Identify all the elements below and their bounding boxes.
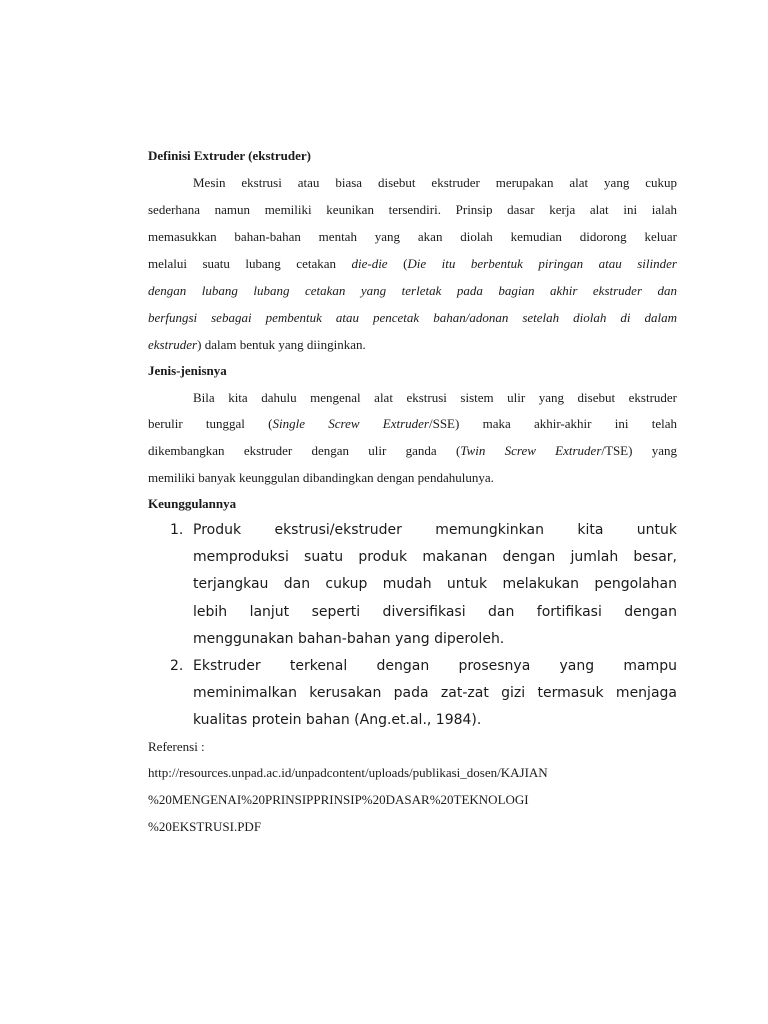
heading-jenis: Jenis-jenisnya: [148, 363, 227, 378]
referensi-url-line-1: http://resources.unpad.ac.id/unpadcontent/uploads/publikasi_dosen/KAJIAN: [148, 765, 548, 780]
referensi-url-line-2: %20MENGENAI%20PRINSIPPRINSIP%20DASAR%20TEKNOLOGI: [148, 792, 529, 807]
list-item-number: 2.: [170, 658, 184, 674]
para1-line-1: Mesin ekstrusi atau biasa disebut ekstruder merupakan alat yang cukup: [193, 175, 677, 190]
para2-line-3: dikembangkan ekstruder dengan ulir ganda (Twin Screw Extruder/TSE) yang: [148, 443, 677, 458]
list-item-2-line-2: meminimalkan kerusakan pada zat-zat gizi termasuk menjaga: [193, 685, 677, 701]
para2-line-4: memiliki banyak keunggulan dibandingkan dengan pendahulunya.: [148, 470, 494, 485]
list-item-1-line-5: menggunakan bahan-bahan yang diperoleh.: [193, 631, 505, 647]
referensi-label: Referensi :: [148, 739, 205, 754]
para1-line-2: sederhana namun memiliki keunikan tersendiri. Prinsip dasar kerja alat ini ialah: [148, 202, 677, 217]
para2-line-2: berulir tunggal (Single Screw Extruder/SSE) maka akhir-akhir ini telah: [148, 416, 677, 431]
referensi-url-line-3: %20EKSTRUSI.PDF: [148, 819, 262, 834]
list-item-2-line-3: kualitas protein bahan (Ang.et.al., 1984).: [193, 712, 482, 728]
list-item-1-line-3: terjangkau dan cukup mudah untuk melakukan pengolahan: [193, 576, 677, 592]
list-item-2-line-1: Ekstruder terkenal dengan prosesnya yang mampu: [193, 658, 677, 674]
heading-keunggulan: Keunggulannya: [148, 496, 237, 511]
para1-line-3: memasukkan bahan-bahan mentah yang akan diolah kemudian didorong keluar: [148, 229, 677, 244]
para2-line-1: Bila kita dahulu mengenal alat ekstrusi sistem ulir yang disebut ekstruder: [193, 390, 677, 405]
para1-line-5: dengan lubang lubang cetakan yang terletak pada bagian akhir ekstruder dan: [148, 283, 677, 298]
list-item-1-line-2: memproduksi suatu produk makanan dengan jumlah besar,: [193, 549, 677, 565]
heading-definisi: Definisi Extruder (ekstruder): [148, 148, 311, 163]
list-item-1-line-4: lebih lanjut seperti diversifikasi dan fortifikasi dengan: [193, 604, 677, 620]
para1-line-4: melalui suatu lubang cetakan die-die (Die itu berbentuk piringan atau silinder: [148, 256, 677, 271]
list-item-1-line-1: Produk ekstrusi/ekstruder memungkinkan kita untuk: [193, 522, 677, 538]
list-item-number: 1.: [170, 522, 184, 538]
para1-line-7: ekstruder) dalam bentuk yang diinginkan.: [148, 337, 366, 352]
para1-line-6: berfungsi sebagai pembentuk atau pencetak bahan/adonan setelah diolah di dalam: [148, 310, 677, 325]
